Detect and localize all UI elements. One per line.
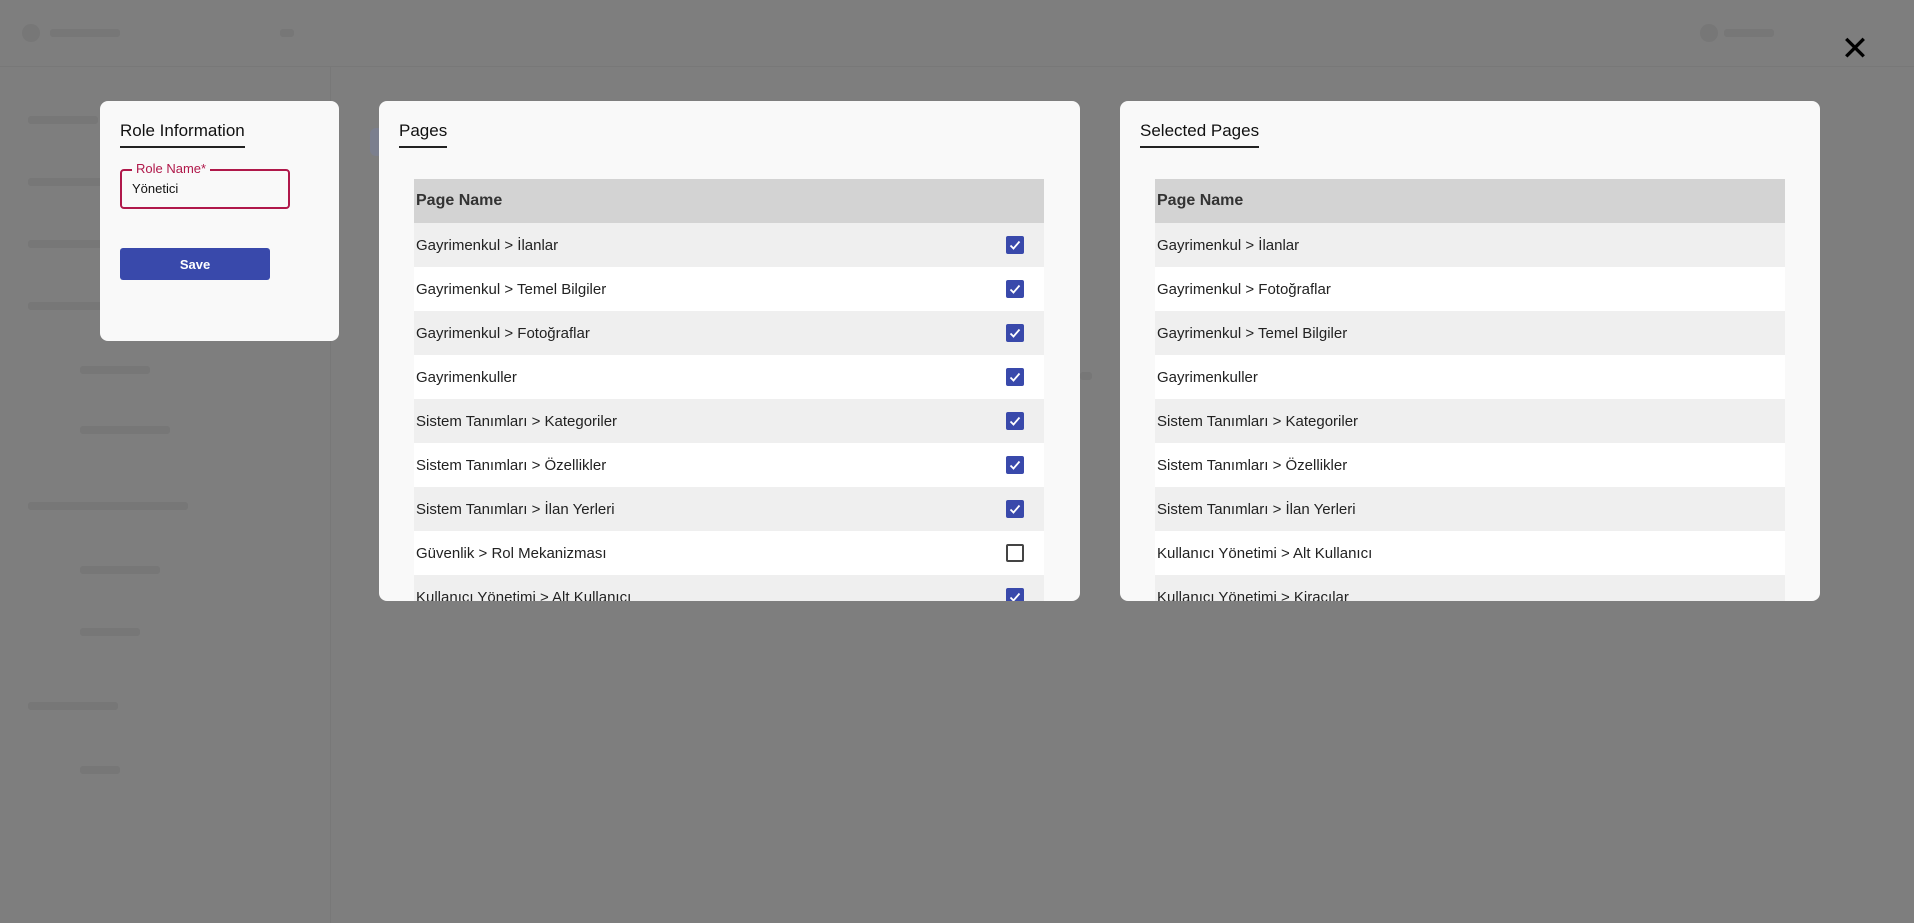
page-checkbox[interactable] [1006, 412, 1024, 430]
role-information-panel [100, 101, 339, 341]
table-row [1155, 311, 1785, 355]
checkmark-icon [1009, 503, 1021, 515]
checkmark-icon [1009, 459, 1021, 471]
checkmark-icon [1009, 371, 1021, 383]
page-checkbox[interactable] [1006, 324, 1024, 342]
table-row[interactable] [414, 443, 1044, 487]
close-button[interactable] [1838, 32, 1872, 66]
role-name-field[interactable] [120, 161, 290, 209]
selected-page-name: Sistem Tanımları > Özellikler [1157, 456, 1348, 474]
selected-pages-title: Selected Pages [1140, 121, 1259, 148]
table-row[interactable] [414, 311, 1044, 355]
page-name: Gayrimenkul > Fotoğraflar [416, 324, 590, 342]
background-topbar [0, 0, 1914, 67]
checkmark-icon [1009, 415, 1021, 427]
checkmark-icon [1009, 239, 1021, 251]
page-checkbox[interactable] [1006, 280, 1024, 298]
selected-pages-table-header: Page Name [1155, 179, 1785, 223]
table-row [1155, 443, 1785, 487]
selected-page-name: Kullanıcı Yönetimi > Kiracılar [1157, 588, 1349, 601]
table-row [1155, 575, 1785, 601]
page-name: Gayrimenkul > Temel Bilgiler [416, 280, 607, 298]
table-row[interactable] [414, 531, 1044, 575]
table-row [1155, 355, 1785, 399]
table-row [1155, 223, 1785, 267]
pages-panel [379, 101, 1080, 601]
role-information-title: Role Information [120, 121, 245, 148]
page-name: Kullanıcı Yönetimi > Alt Kullanıcı [416, 588, 632, 601]
page-checkbox[interactable] [1006, 588, 1024, 601]
page-name: Güvenlik > Rol Mekanizması [416, 544, 607, 562]
page-checkbox[interactable] [1006, 456, 1024, 474]
table-row[interactable] [414, 399, 1044, 443]
page-checkbox[interactable] [1006, 236, 1024, 254]
selected-page-name: Gayrimenkul > Temel Bilgiler [1157, 324, 1348, 342]
selected-pages-panel [1120, 101, 1820, 601]
close-icon: ✕ [1840, 30, 1870, 68]
page-checkbox[interactable] [1006, 368, 1024, 386]
table-row[interactable] [414, 355, 1044, 399]
page-name: Sistem Tanımları > Özellikler [416, 456, 607, 474]
page-name: Gayrimenkuller [416, 368, 517, 386]
pages-title: Pages [399, 121, 447, 148]
selected-page-name: Gayrimenkul > İlanlar [1157, 236, 1300, 254]
pages-table-body [414, 223, 1044, 601]
table-row [1155, 267, 1785, 311]
pages-table [414, 179, 1044, 601]
table-row[interactable] [414, 267, 1044, 311]
checkmark-icon [1009, 327, 1021, 339]
table-row [1155, 531, 1785, 575]
selected-page-name: Sistem Tanımları > İlan Yerleri [1157, 500, 1356, 518]
role-name-label: Role Name* [132, 161, 210, 176]
selected-page-name: Kullanıcı Yönetimi > Alt Kullanıcı [1157, 544, 1373, 562]
checkmark-icon [1009, 283, 1021, 295]
selected-pages-table-body [1155, 223, 1785, 601]
selected-page-name: Gayrimenkuller [1157, 368, 1258, 386]
page-checkbox[interactable] [1006, 500, 1024, 518]
table-row[interactable] [414, 487, 1044, 531]
pages-table-header: Page Name [414, 179, 1044, 223]
save-button[interactable]: Save [120, 248, 270, 280]
table-row [1155, 487, 1785, 531]
page-name: Gayrimenkul > İlanlar [416, 236, 559, 254]
table-row [1155, 399, 1785, 443]
table-row[interactable] [414, 575, 1044, 601]
page-checkbox[interactable] [1006, 544, 1024, 562]
selected-page-name: Gayrimenkul > Fotoğraflar [1157, 280, 1331, 298]
page-name: Sistem Tanımları > Kategoriler [416, 412, 618, 430]
table-row[interactable] [414, 223, 1044, 267]
checkmark-icon [1009, 591, 1021, 601]
selected-page-name: Sistem Tanımları > Kategoriler [1157, 412, 1359, 430]
role-name-input[interactable] [132, 181, 280, 196]
selected-pages-table [1155, 179, 1785, 601]
page-name: Sistem Tanımları > İlan Yerleri [416, 500, 615, 518]
